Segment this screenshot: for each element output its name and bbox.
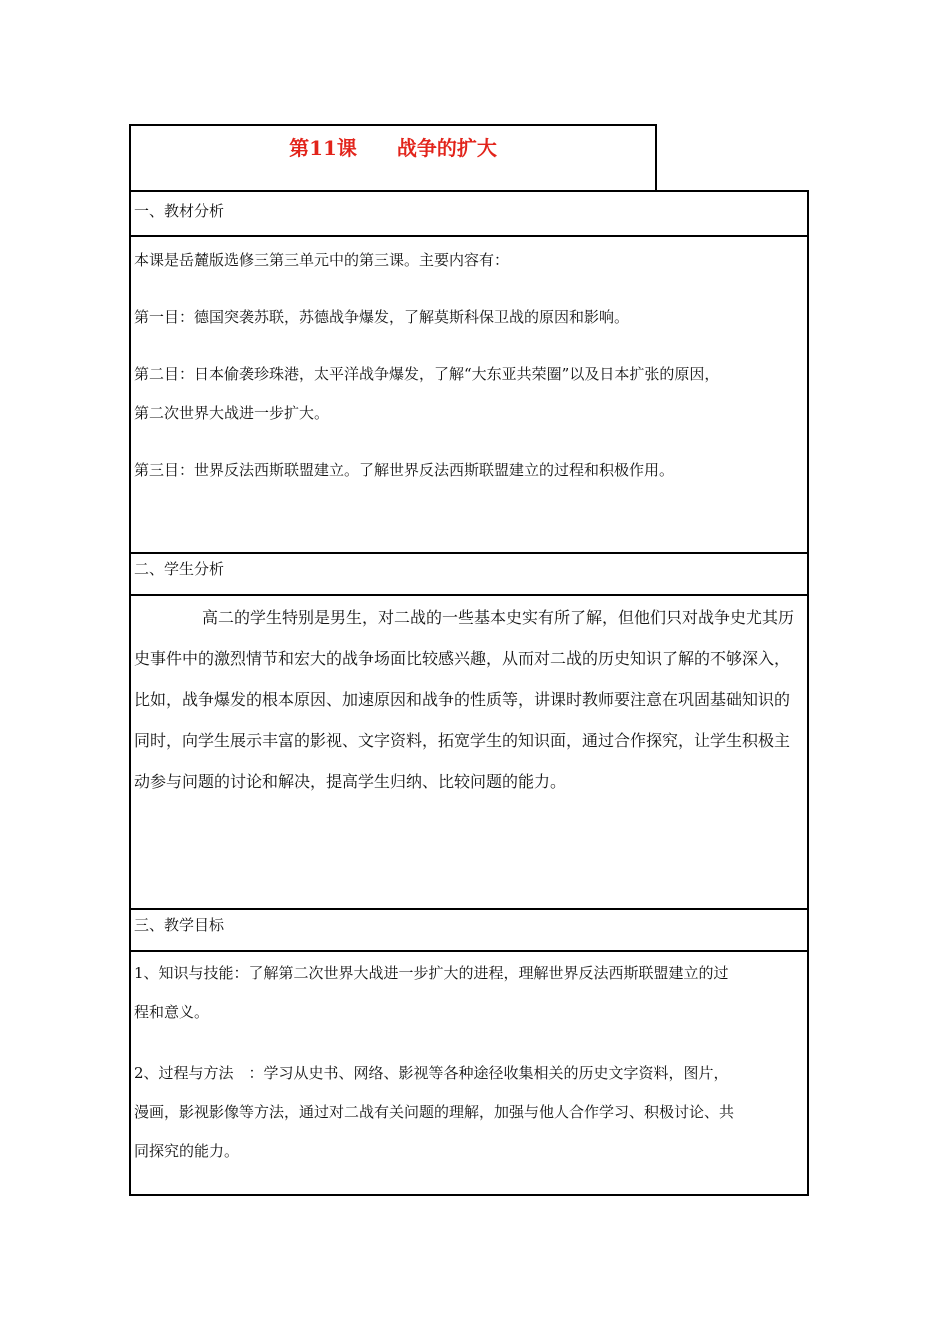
student-analysis-paragraph: 高二的学生特别是男生，对二战的一些基本史实有所了解，但他们只对战争史尤其历史事件中的激烈情节和宏大的战争场面比较感兴趣，从而对二战的历史知识了解的不够深入，比如，战争爆发的根本原因、加速原因和战争的性质等，讲课时教师要注意在巩固基础知识的同时，向学生展示丰富的影视、文字资料，拓宽学生的知识面，通过合作探究，让学生积极主动参与问题的讨论和解决，提高学生归纳、比较问题的能力。: [134, 608, 795, 791]
section-header-textbook-analysis: [131, 192, 807, 235]
section-heading: 一、教材分析: [134, 202, 225, 220]
text-line: 本课是岳麓版选修三第三单元中的第三课。主要内容有：: [134, 251, 510, 269]
page-title: 第11课 战争的扩大: [289, 136, 497, 160]
lesson-plan-table: [129, 190, 809, 1196]
text-line: 漫画，影视影像等方法，通过对二战有关问题的理解，加强与他人合作学习、积极讨论、共: [134, 1103, 735, 1121]
section-body-student-analysis: [131, 594, 807, 908]
text-line: 2、过程与方法 ：学习从史书、网络、影视等各种途径收集相关的历史文字资料，图片，: [134, 1064, 729, 1082]
text-line: 程和意义。: [134, 1003, 210, 1021]
section-header-student-analysis: [131, 552, 807, 594]
section-header-teaching-goals: [131, 908, 807, 950]
title-cell: [129, 124, 657, 190]
text-line: 第一目：德国突袭苏联，苏德战争爆发，了解莫斯科保卫战的原因和影响。: [134, 308, 630, 326]
section-heading: 三、教学目标: [134, 916, 225, 934]
text-line: 同探究的能力。: [134, 1142, 240, 1160]
text-line: 第二目：日本偷袭珍珠港，太平洋战争爆发，了解“大东亚共荣圈”以及日本扩张的原因，: [134, 365, 720, 383]
text-line: 第二次世界大战进一步扩大。: [134, 404, 330, 422]
section-body-teaching-goals: [131, 950, 807, 1196]
text-line: 第三目：世界反法西斯联盟建立。了解世界反法西斯联盟建立的过程和积极作用。: [134, 461, 675, 479]
section-heading: 二、学生分析: [134, 560, 225, 578]
text-line: 1、知识与技能：了解第二次世界大战进一步扩大的进程，理解世界反法西斯联盟建立的过: [134, 964, 729, 982]
section-body-textbook-analysis: [131, 235, 807, 552]
